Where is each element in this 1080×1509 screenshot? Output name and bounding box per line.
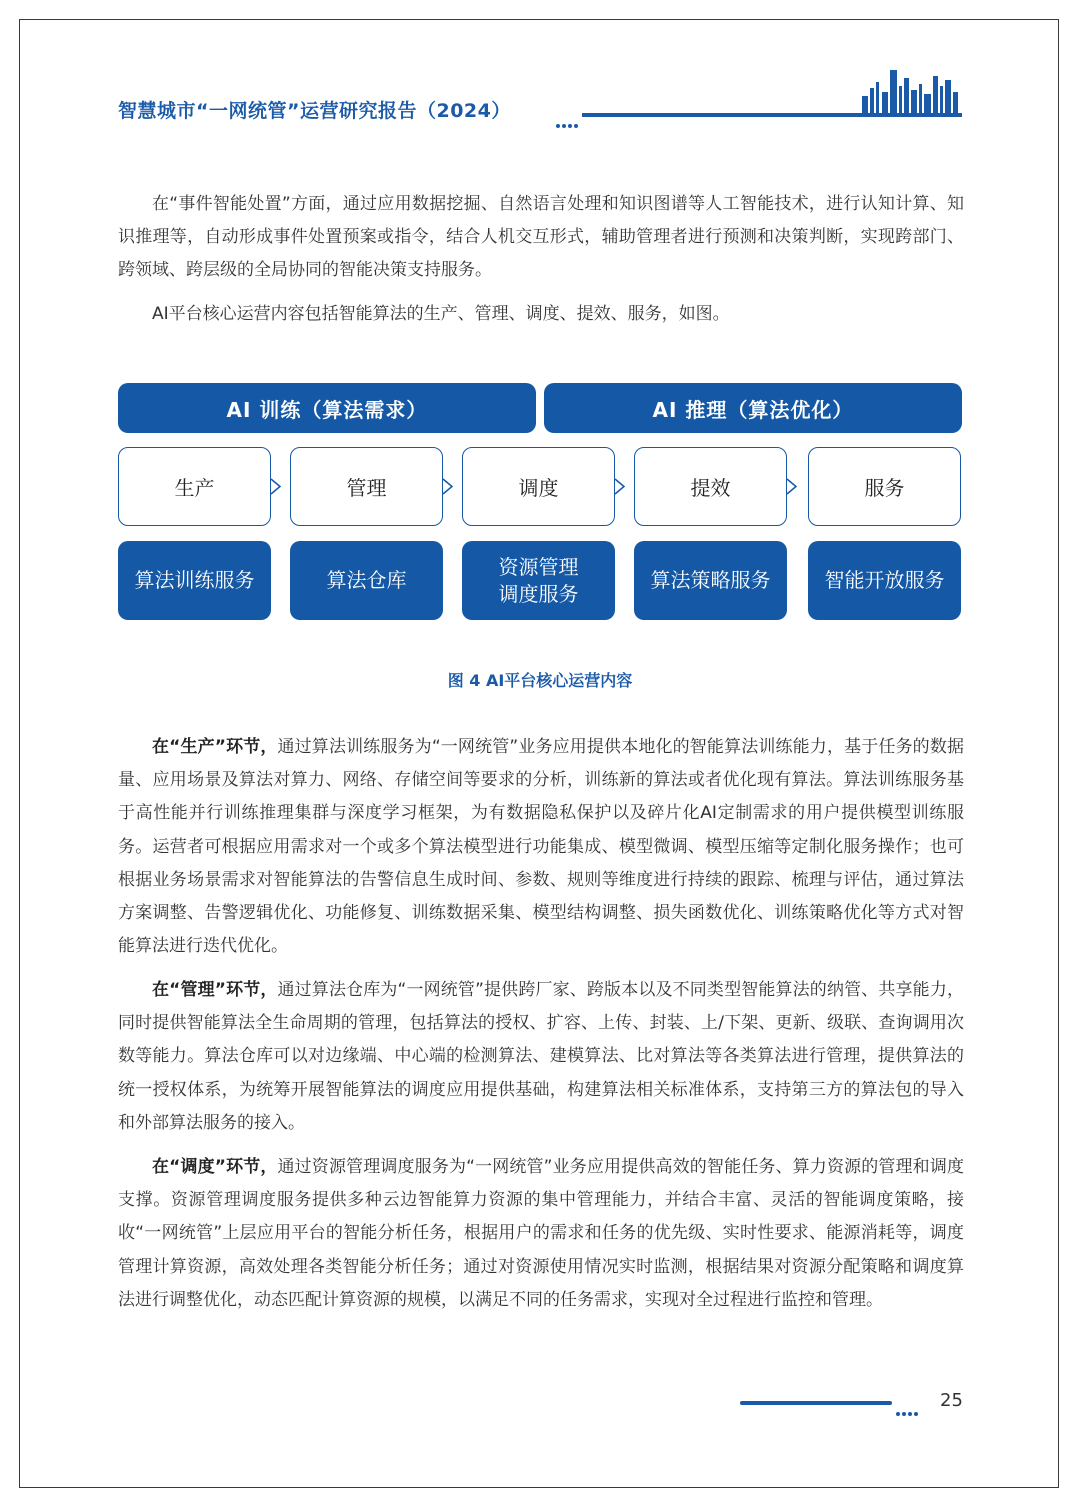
- section-scheduling: [118, 1151, 964, 1317]
- section-lead: 在“管理”环节，: [152, 980, 278, 1000]
- skyline-icon: [858, 68, 964, 116]
- section-lead: 在“生产”环节，: [152, 737, 278, 757]
- stage-scheduling: 调度: [462, 447, 615, 526]
- header-dots: [556, 113, 580, 132]
- intro-summary: AI平台核心运营内容包括智能算法的生产、管理、调度、提效、服务，如图。: [152, 304, 730, 324]
- stage-service: 服务: [808, 447, 961, 526]
- service-label: 算法策略服务: [650, 568, 771, 592]
- service-open-intelligence: [808, 541, 961, 620]
- section-text: 通过算法仓库为“一网统管”提供跨厂家、跨版本以及不同类型智能算法的纳管、共享能力，同时提供智能算法全生命周期的管理，包括算法的授权、扩容、上传、封装、上/下架、更新、级联、查询调用次数等能力。算法仓库可以对边缘端、中心端的检测算法、建模算法、比对算法等各类算法进行管理，提供算法的统一授权体系，为统筹开展智能算法的调度应用提供基础，构建算法相关标准体系，支持第三方的算法包的导入和外部算法服务的接入。: [118, 980, 964, 1133]
- section-management: [118, 974, 964, 1140]
- stage-management: 管理: [290, 447, 443, 526]
- section-lead: 在“调度”环节，: [152, 1157, 278, 1177]
- footer-rule: [740, 1401, 892, 1405]
- chevron-right-icon: [786, 478, 798, 495]
- service-algorithm-repository: [290, 541, 443, 620]
- service-label: 算法仓库: [326, 568, 407, 592]
- stage-efficiency: 提效: [634, 447, 787, 526]
- service-label: 资源管理 调度服务: [498, 554, 579, 606]
- figure-caption: 图 4 AI平台核心运营内容: [447, 671, 633, 690]
- section-text: 通过算法训练服务为“一网统管”业务应用提供本地化的智能算法训练能力，基于任务的数据量、应用场景及算法对算力、网络、存储空间等要求的分析，训练新的算法或者优化现有算法。算法训练服务基于高性能并行训练推理集群与深度学习框架，为有数据隐私保护以及碎片化AI定制需求的用户提供模型训练服务。运营者可根据应用需求对一个或多个算法模型进行功能集成、模型微调、模型压缩等定制化服务操作；也可根据业务场景需求对智能算法的告警信息生成时间、参数、规则等维度进行持续的跟踪、梳理与评估，通过算法方案调整、告警逻辑优化、功能修复、训练数据采集、模型结构调整、损失函数优化、训练策略优化等方式对智能算法进行迭代优化。: [118, 737, 964, 957]
- document-title: 智慧城市“一网统管”运营研究报告（2024）: [118, 100, 511, 122]
- chevron-right-icon: [442, 478, 454, 495]
- chevron-right-icon: [270, 478, 282, 495]
- service-algorithm-training: [118, 541, 271, 620]
- footer-dots: [896, 1401, 920, 1420]
- service-label: 算法训练服务: [134, 568, 255, 592]
- band-ai-inference: AI 推理（算法优化）: [544, 383, 962, 433]
- stage-production: 生产: [118, 447, 271, 526]
- service-resource-scheduling: [462, 541, 615, 620]
- section-text: 通过资源管理调度服务为“一网统管”业务应用提供高效的智能任务、算力资源的管理和调度支撑。资源管理调度服务提供多种云边智能算力资源的集中管理能力，并结合丰富、灵活的智能调度策略，接收“一网统管”上层应用平台的智能分析任务，根据用户的需求和任务的优先级、实时性要求、能源消耗等，调度管理计算资源，高效处理各类智能分析任务；通过对资源使用情况实时监测，根据结果对资源分配策略和调度算法进行调整优化，动态匹配计算资源的规模，以满足不同的任务需求，实现对全过程进行监控和管理。: [118, 1157, 964, 1310]
- chevron-right-icon: [614, 478, 626, 495]
- page-number: 25: [940, 1390, 963, 1411]
- band-ai-training: AI 训练（算法需求）: [118, 383, 536, 433]
- service-algorithm-strategy: [634, 541, 787, 620]
- intro-paragraph: 在“事件智能处置”方面，通过应用数据挖掘、自然语言处理和知识图谱等人工智能技术，进行认知计算、知识推理等，自动形成事件处置预案或指令，结合人机交互形式，辅助管理者进行预测和决策判断，实现跨部门、跨领域、跨层级的全局协同的智能决策支持服务。: [118, 194, 964, 281]
- service-label: 智能开放服务: [824, 568, 945, 592]
- section-production: [118, 731, 964, 963]
